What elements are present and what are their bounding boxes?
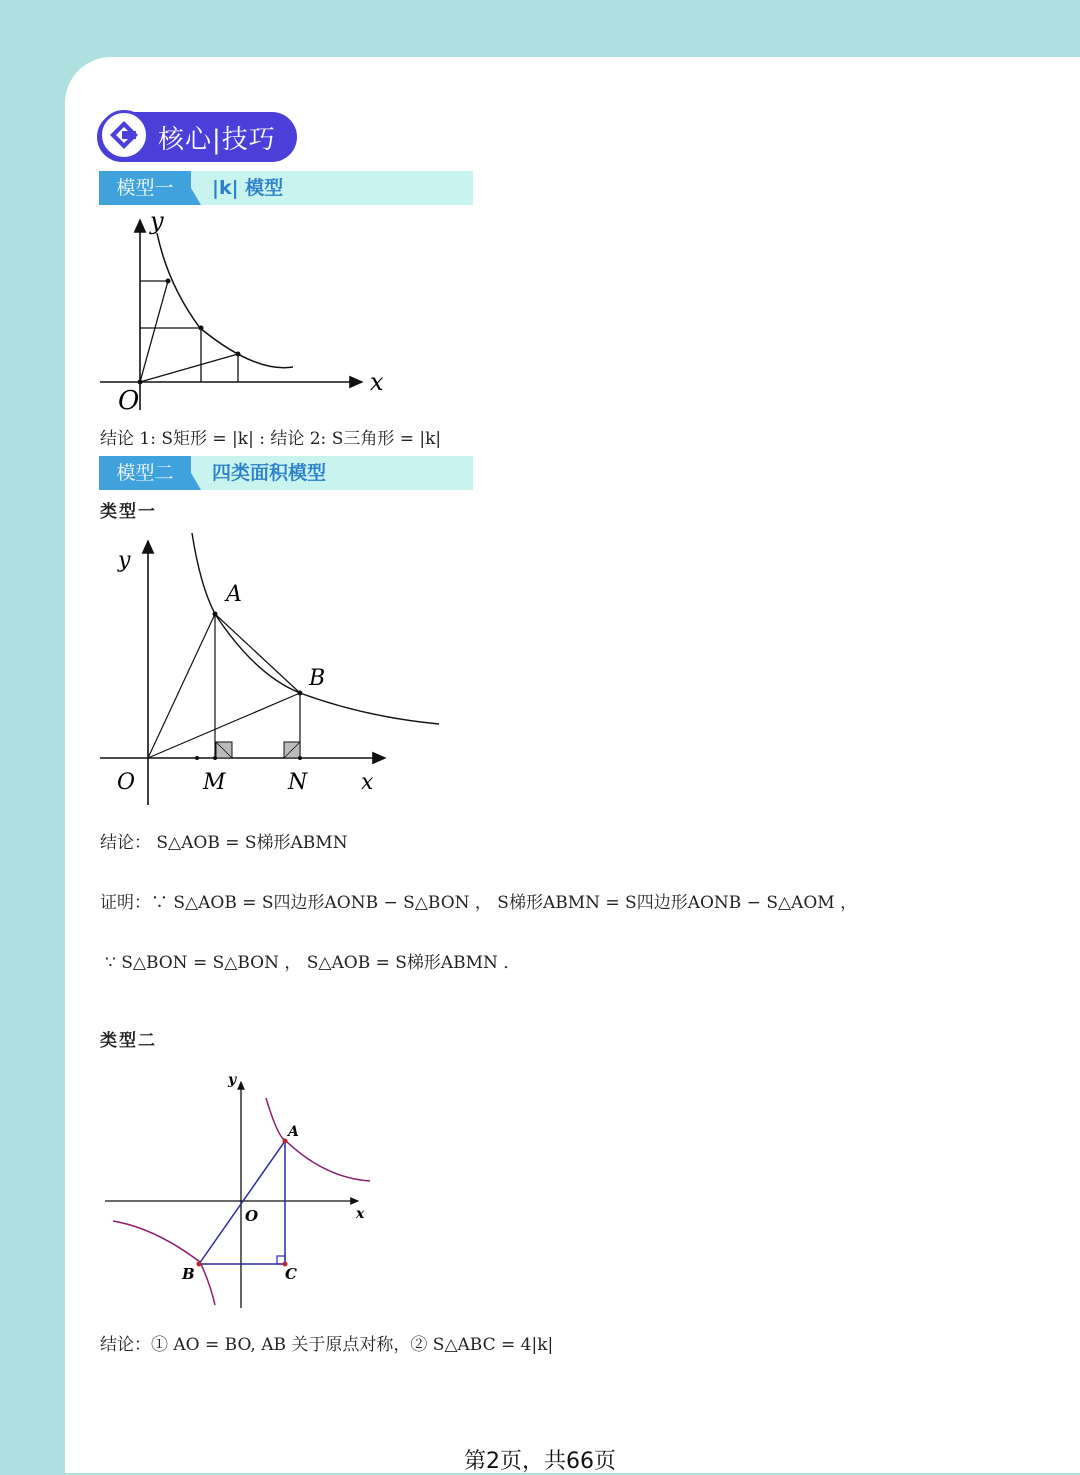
badge-logo [99, 110, 149, 160]
type1-proof-line2: ∵ S△BON = S△BON ， S△AOB = S梯形ABMN ． [105, 953, 521, 973]
model1-conclusion: 结论 1: S矩形 = |k| : 结论 2: S三角形 = |k| [100, 429, 442, 449]
point-b-label: B [309, 666, 326, 691]
point-a-label: A [226, 582, 242, 607]
y-label: y [228, 1072, 237, 1088]
point-m-label: M [203, 770, 226, 795]
model1-title: |k| 模型 [212, 177, 284, 199]
type1-graph [95, 525, 455, 810]
y-label: y [118, 548, 131, 573]
point-n-label: N [288, 770, 308, 795]
origin-label: O [245, 1207, 259, 1225]
hyperbola-branch-1 [266, 1098, 370, 1181]
model2-tag-tail [191, 473, 201, 490]
model2-title: 四类面积模型 [212, 462, 327, 484]
type1-conclusion: 结论： S△AOB = S梯形ABMN [100, 833, 348, 853]
point-b-label: B [182, 1265, 195, 1283]
origin-label: O [117, 770, 136, 795]
badge-title: 核心|技巧 [158, 125, 276, 155]
origin-label: O [118, 386, 140, 415]
hyperbola-curve [157, 233, 293, 368]
model1-tag: 模型一 [99, 171, 191, 205]
type2-graph [100, 1068, 390, 1313]
tent-logo-icon [102, 113, 146, 157]
model2-tag: 模型二 [99, 456, 191, 490]
x-label: x [356, 1206, 365, 1222]
x-label: x [361, 770, 374, 795]
type2-heading: 类型二 [100, 1031, 157, 1051]
type1-heading: 类型一 [100, 502, 157, 522]
type2-conclusion: 结论：① AO = BO, AB 关于原点对称，② S△ABC = 4|k| [100, 1335, 554, 1355]
model1-tag-tail [191, 188, 201, 205]
point-c-label: C [285, 1265, 297, 1283]
type1-proof-line1: 证明：∵ S△AOB = S四边形AONB − S△BON ， S梯形ABMN = S四边形AONB − S△AOM ， [100, 893, 858, 913]
hyperbola-curve [192, 533, 439, 724]
x-label: x [370, 368, 384, 396]
model1-graph [95, 205, 395, 415]
point-a-label: A [288, 1124, 299, 1140]
page-indicator: 第2页，共66页 [464, 1449, 616, 1474]
y-label: y [150, 207, 164, 235]
